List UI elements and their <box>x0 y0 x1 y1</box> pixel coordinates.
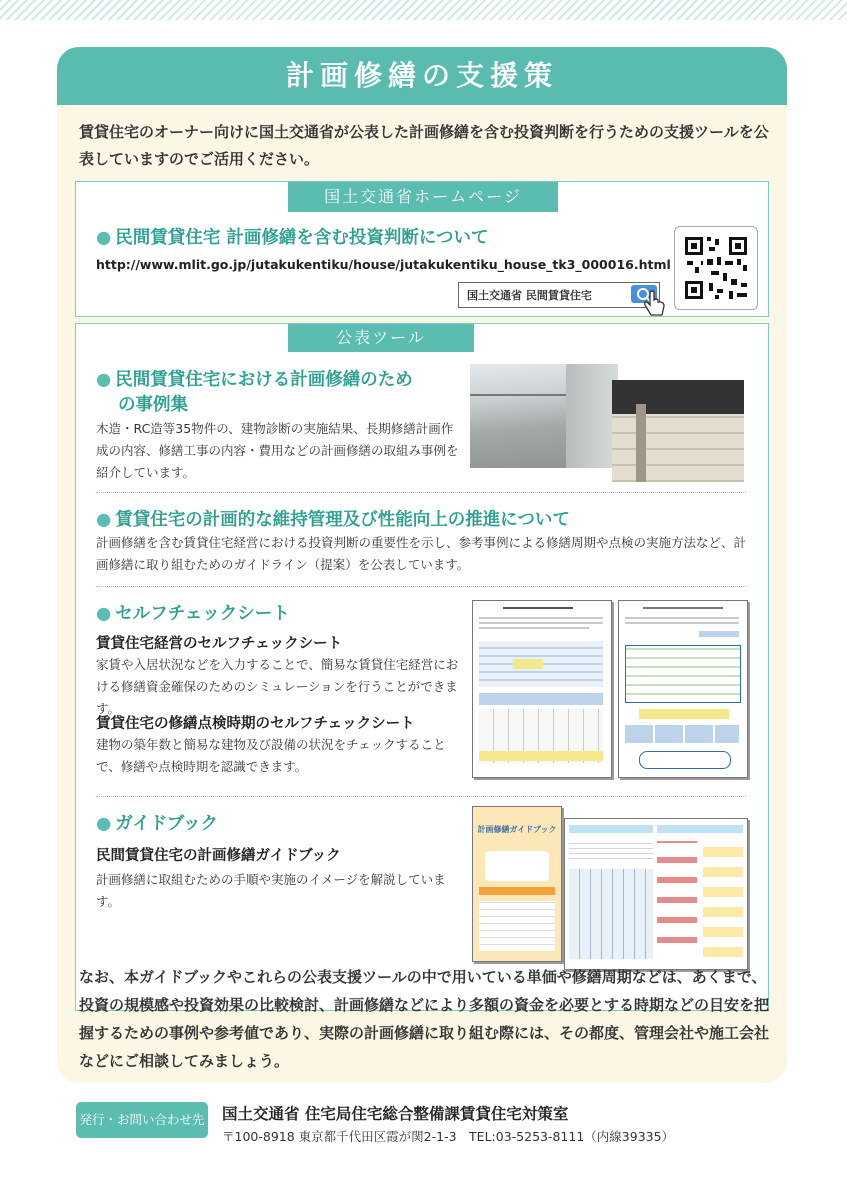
homepage-box <box>75 181 769 317</box>
guidebook-description: 計画修繕に取組むための手順や実施のイメージを解説しています。 <box>96 872 446 909</box>
guidebook-title: 民間賃貸住宅の計画修繕ガイドブック <box>96 848 341 864</box>
section-divider <box>96 796 746 797</box>
search-box-text: 国土交通省 民間賃貸住宅 <box>467 289 592 302</box>
casebook-photo-wall <box>612 380 744 482</box>
footer-organization: 国土交通省 住宅局住宅総合整備課賃貸住宅対策室 <box>222 1105 569 1123</box>
circle-bullet-icon: ● <box>96 814 112 834</box>
guidebook-cover-title: 計画修繕ガイドブック <box>477 825 557 834</box>
selfcheck-inspection-title: 賃貸住宅の修繕点検時期のセルフチェックシート <box>96 716 415 732</box>
circle-bullet-icon: ● <box>96 228 112 248</box>
selfcheck-management-title: 賃貸住宅経営のセルフチェックシート <box>96 636 343 652</box>
section-divider <box>96 492 746 493</box>
homepage-box-header: 国土交通省ホームページ <box>288 182 558 212</box>
selfcheck-sheet-thumbnail-1 <box>472 600 612 778</box>
closing-note: なお、本ガイドブックやこれらの公表支援ツールの中で用いている単価や修繕周期などは、あくまで、投資の規模感や投資効果の比較検討、計画修繕などにより多額の資金を必要とする時期などの目安を把握するための事例や参考値であり、実際の計画修繕に取り組む際には、その都度、管理会社や施工会社などにご相談してみましょう。 <box>79 968 770 1070</box>
guidebook-cover-thumbnail <box>472 806 562 962</box>
tools-box-header: 公表ツール <box>288 324 474 352</box>
casebook-photo-rooftop <box>470 364 618 468</box>
contact-badge: 発行・お問い合わせ先 <box>76 1102 208 1138</box>
tool-guidebook-heading: ● ガイドブック <box>96 814 219 834</box>
homepage-url[interactable]: http://www.mlit.go.jp/jutakukentiku/house/jutakukentiku_house_tk3_000016.html <box>96 257 671 272</box>
tool-guideline-heading: ● 賃貸住宅の計画的な維持管理及び性能向上の推進について <box>96 510 570 530</box>
tool-casebook-heading: ● 民間賃貸住宅における計画修繕のため の事例集 <box>96 370 413 415</box>
hand-pointer-icon <box>642 290 668 318</box>
selfcheck-sheet-thumbnail-2 <box>618 600 748 778</box>
qr-code-icon <box>674 226 758 310</box>
top-stripe-decoration <box>0 0 847 20</box>
guidebook-spread-thumbnail <box>564 818 748 970</box>
page-title: 計画修繕の支援策 <box>57 47 787 105</box>
footer-address: 〒100-8918 東京都千代田区霞が関2-1-3 TEL:03-5253-8111（内線39335） <box>222 1129 675 1144</box>
circle-bullet-icon: ● <box>96 604 112 624</box>
tool-casebook-description: 木造・RC造等35物件の、建物診断の実施結果、長期修繕計画作成の内容、修繕工事の内容・費用などの計画修繕の取組み事例を紹介しています。 <box>96 421 459 480</box>
selfcheck-management-description: 家賃や入居状況などを入力することで、簡易な賃貸住宅経営における修繕資金確保のためのシミュレーションを行うことができます。 <box>96 657 459 716</box>
main-panel <box>57 47 787 1083</box>
intro-text: 賃貸住宅のオーナー向けに国土交通省が公表した計画修繕を含む投資判断を行うための支援ツールを公表していますのでご活用ください。 <box>79 123 769 168</box>
circle-bullet-icon: ● <box>96 510 112 530</box>
circle-bullet-icon: ● <box>96 370 112 390</box>
tool-guideline-description: 計画修繕を含む賃貸住宅経営における投資判断の重要性を示し、参考事例による修繕周期や点検の実施方法など、計画修繕に取り組むためのガイドライン（提案）を公表しています。 <box>96 535 747 572</box>
tools-box <box>75 323 769 1011</box>
search-box[interactable] <box>458 282 660 308</box>
section-divider <box>96 586 746 587</box>
selfcheck-inspection-description: 建物の築年数と簡易な建物及び設備の状況をチェックすることで、修繕や点検時期を認識できます。 <box>96 737 446 774</box>
homepage-heading: ● 民間賃貸住宅 計画修繕を含む投資判断について <box>96 228 489 248</box>
tool-selfcheck-heading: ● セルフチェックシート <box>96 604 290 624</box>
